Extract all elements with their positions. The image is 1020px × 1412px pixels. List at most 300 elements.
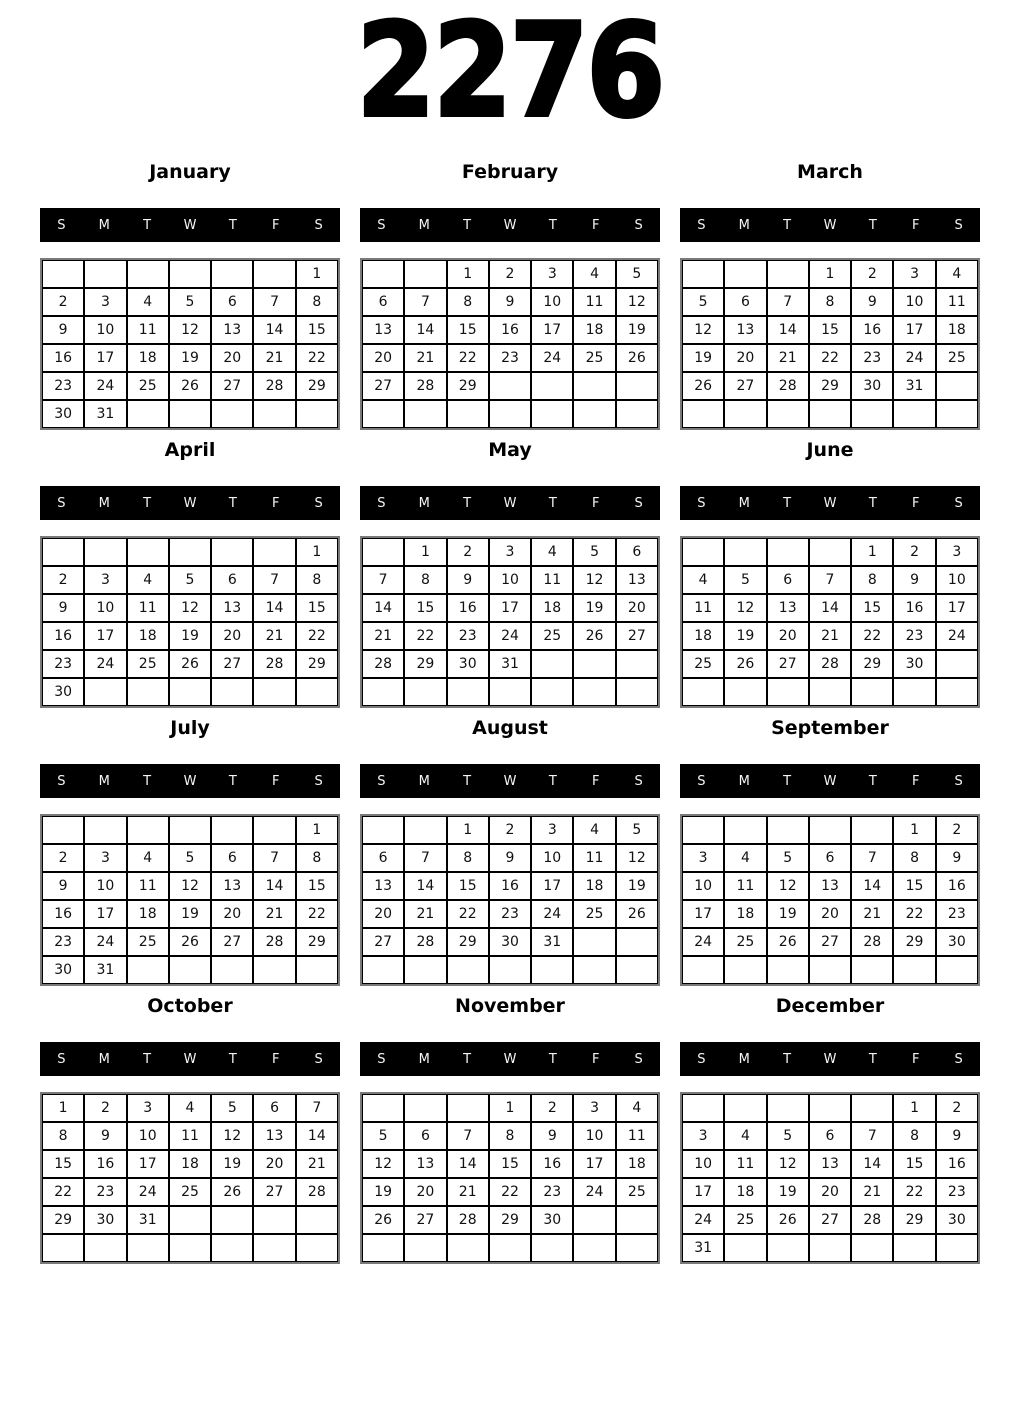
month-name-july: July bbox=[170, 717, 210, 739]
day-cell: 27 bbox=[724, 372, 766, 400]
day-cell: 26 bbox=[616, 344, 658, 372]
empty-cell bbox=[851, 1234, 893, 1262]
month-name-june: June bbox=[806, 439, 854, 461]
day-cell: 4 bbox=[127, 844, 169, 872]
day-cell: 18 bbox=[573, 872, 615, 900]
day-cell: 19 bbox=[767, 900, 809, 928]
weekday-label: T bbox=[463, 495, 472, 511]
month-july bbox=[40, 716, 340, 986]
day-cell: 2 bbox=[531, 1094, 573, 1122]
day-cell: 16 bbox=[851, 316, 893, 344]
weekday-label: M bbox=[738, 773, 750, 789]
day-cell: 20 bbox=[809, 1178, 851, 1206]
day-cell: 17 bbox=[127, 1150, 169, 1178]
day-cell: 12 bbox=[616, 288, 658, 316]
day-cell: 7 bbox=[296, 1094, 338, 1122]
empty-cell bbox=[767, 260, 809, 288]
weekday-label: S bbox=[377, 495, 386, 511]
day-cell: 19 bbox=[169, 344, 211, 372]
empty-cell bbox=[84, 678, 126, 706]
day-cell: 12 bbox=[169, 594, 211, 622]
empty-cell bbox=[893, 678, 935, 706]
month-date-grid bbox=[40, 814, 340, 986]
day-cell: 24 bbox=[84, 650, 126, 678]
weekday-label: S bbox=[697, 217, 706, 233]
empty-cell bbox=[211, 956, 253, 984]
day-cell: 5 bbox=[169, 288, 211, 316]
month-date-grid bbox=[360, 536, 660, 708]
day-cell: 9 bbox=[42, 316, 84, 344]
day-cell: 27 bbox=[767, 650, 809, 678]
day-cell: 29 bbox=[893, 1206, 935, 1234]
day-cell: 2 bbox=[489, 816, 531, 844]
weekday-header-bar bbox=[40, 486, 340, 520]
weekday-label: M bbox=[98, 1051, 110, 1067]
day-cell: 31 bbox=[127, 1206, 169, 1234]
day-cell: 11 bbox=[169, 1122, 211, 1150]
empty-cell bbox=[851, 678, 893, 706]
day-cell: 28 bbox=[404, 372, 446, 400]
day-cell: 18 bbox=[127, 622, 169, 650]
day-cell: 26 bbox=[767, 1206, 809, 1234]
day-cell: 26 bbox=[169, 650, 211, 678]
weekday-label: F bbox=[911, 495, 920, 511]
weekday-label: F bbox=[591, 773, 600, 789]
empty-cell bbox=[296, 400, 338, 428]
empty-cell bbox=[767, 1094, 809, 1122]
day-cell: 6 bbox=[211, 288, 253, 316]
day-cell: 16 bbox=[936, 1150, 978, 1178]
weekday-header-bar bbox=[40, 208, 340, 242]
empty-cell bbox=[573, 400, 615, 428]
day-cell: 29 bbox=[851, 650, 893, 678]
day-cell: 23 bbox=[851, 344, 893, 372]
empty-cell bbox=[447, 678, 489, 706]
month-date-grid bbox=[680, 258, 980, 430]
day-cell: 19 bbox=[767, 1178, 809, 1206]
weekday-label: T bbox=[548, 1051, 557, 1067]
empty-cell bbox=[253, 400, 295, 428]
day-cell: 3 bbox=[531, 816, 573, 844]
month-february bbox=[360, 160, 660, 430]
day-cell: 24 bbox=[127, 1178, 169, 1206]
day-cell: 9 bbox=[531, 1122, 573, 1150]
day-cell: 24 bbox=[489, 622, 531, 650]
day-cell: 29 bbox=[447, 372, 489, 400]
day-cell: 17 bbox=[531, 316, 573, 344]
empty-cell bbox=[936, 400, 978, 428]
weekday-label: S bbox=[314, 1051, 323, 1067]
empty-cell bbox=[616, 928, 658, 956]
day-cell: 30 bbox=[42, 400, 84, 428]
month-name-september: September bbox=[771, 717, 889, 739]
day-cell: 11 bbox=[682, 594, 724, 622]
weekday-label: T bbox=[463, 217, 472, 233]
weekday-label: F bbox=[591, 1051, 600, 1067]
empty-cell bbox=[809, 956, 851, 984]
weekday-header-bar bbox=[360, 208, 660, 242]
day-cell: 19 bbox=[362, 1178, 404, 1206]
month-may bbox=[360, 438, 660, 708]
weekday-label: S bbox=[377, 217, 386, 233]
weekday-label: W bbox=[503, 1051, 517, 1067]
day-cell: 26 bbox=[724, 650, 766, 678]
weekday-label: W bbox=[823, 1051, 837, 1067]
day-cell: 14 bbox=[447, 1150, 489, 1178]
day-cell: 30 bbox=[851, 372, 893, 400]
day-cell: 20 bbox=[211, 900, 253, 928]
day-cell: 26 bbox=[616, 900, 658, 928]
empty-cell bbox=[296, 1234, 338, 1262]
day-cell: 11 bbox=[127, 594, 169, 622]
empty-cell bbox=[724, 816, 766, 844]
day-cell: 23 bbox=[84, 1178, 126, 1206]
weekday-label: T bbox=[783, 773, 792, 789]
empty-cell bbox=[489, 1234, 531, 1262]
day-cell: 21 bbox=[253, 622, 295, 650]
weekday-label: S bbox=[57, 773, 66, 789]
empty-cell bbox=[851, 1094, 893, 1122]
day-cell: 21 bbox=[253, 900, 295, 928]
day-cell: 23 bbox=[489, 900, 531, 928]
empty-cell bbox=[682, 816, 724, 844]
day-cell: 21 bbox=[362, 622, 404, 650]
day-cell: 12 bbox=[211, 1122, 253, 1150]
weekday-label: W bbox=[183, 773, 197, 789]
day-cell: 24 bbox=[893, 344, 935, 372]
day-cell: 22 bbox=[296, 900, 338, 928]
empty-cell bbox=[573, 956, 615, 984]
month-november bbox=[360, 994, 660, 1264]
weekday-label: S bbox=[634, 1051, 643, 1067]
day-cell: 6 bbox=[767, 566, 809, 594]
day-cell: 14 bbox=[404, 316, 446, 344]
day-cell: 14 bbox=[362, 594, 404, 622]
day-cell: 22 bbox=[809, 344, 851, 372]
day-cell: 28 bbox=[809, 650, 851, 678]
weekday-label: S bbox=[57, 1051, 66, 1067]
month-name-august: August bbox=[472, 717, 548, 739]
empty-cell bbox=[573, 1234, 615, 1262]
empty-cell bbox=[169, 400, 211, 428]
day-cell: 8 bbox=[42, 1122, 84, 1150]
empty-cell bbox=[404, 1094, 446, 1122]
month-june bbox=[680, 438, 980, 708]
day-cell: 9 bbox=[84, 1122, 126, 1150]
empty-cell bbox=[809, 678, 851, 706]
empty-cell bbox=[616, 956, 658, 984]
empty-cell bbox=[616, 1206, 658, 1234]
empty-cell bbox=[362, 1234, 404, 1262]
empty-cell bbox=[211, 678, 253, 706]
day-cell: 16 bbox=[893, 594, 935, 622]
day-cell: 11 bbox=[531, 566, 573, 594]
day-cell: 25 bbox=[127, 372, 169, 400]
weekday-label: F bbox=[271, 217, 280, 233]
day-cell: 26 bbox=[682, 372, 724, 400]
day-cell: 10 bbox=[84, 872, 126, 900]
day-cell: 17 bbox=[573, 1150, 615, 1178]
day-cell: 4 bbox=[616, 1094, 658, 1122]
day-cell: 21 bbox=[404, 344, 446, 372]
day-cell: 28 bbox=[447, 1206, 489, 1234]
weekday-label: M bbox=[418, 217, 430, 233]
day-cell: 22 bbox=[447, 344, 489, 372]
weekday-label: T bbox=[868, 495, 877, 511]
day-cell: 5 bbox=[682, 288, 724, 316]
day-cell: 7 bbox=[404, 288, 446, 316]
day-cell: 24 bbox=[682, 1206, 724, 1234]
weekday-label: W bbox=[503, 495, 517, 511]
empty-cell bbox=[362, 538, 404, 566]
empty-cell bbox=[724, 1234, 766, 1262]
month-name-january: January bbox=[149, 161, 231, 183]
weekday-label: S bbox=[57, 217, 66, 233]
weekday-label: M bbox=[418, 773, 430, 789]
weekday-label: T bbox=[143, 773, 152, 789]
empty-cell bbox=[573, 650, 615, 678]
day-cell: 5 bbox=[169, 844, 211, 872]
empty-cell bbox=[253, 260, 295, 288]
weekday-label: S bbox=[377, 1051, 386, 1067]
weekday-label: S bbox=[314, 495, 323, 511]
day-cell: 24 bbox=[531, 900, 573, 928]
empty-cell bbox=[936, 650, 978, 678]
empty-cell bbox=[809, 1094, 851, 1122]
day-cell: 10 bbox=[84, 594, 126, 622]
day-cell: 10 bbox=[893, 288, 935, 316]
empty-cell bbox=[724, 678, 766, 706]
month-name-november: November bbox=[455, 995, 565, 1017]
day-cell: 20 bbox=[809, 900, 851, 928]
day-cell: 25 bbox=[127, 650, 169, 678]
day-cell: 4 bbox=[724, 1122, 766, 1150]
empty-cell bbox=[253, 956, 295, 984]
day-cell: 25 bbox=[936, 344, 978, 372]
day-cell: 3 bbox=[573, 1094, 615, 1122]
empty-cell bbox=[362, 816, 404, 844]
day-cell: 4 bbox=[936, 260, 978, 288]
day-cell: 15 bbox=[296, 594, 338, 622]
day-cell: 13 bbox=[211, 872, 253, 900]
day-cell: 30 bbox=[936, 1206, 978, 1234]
day-cell: 15 bbox=[893, 872, 935, 900]
empty-cell bbox=[169, 260, 211, 288]
day-cell: 31 bbox=[84, 400, 126, 428]
weekday-label: T bbox=[143, 217, 152, 233]
day-cell: 23 bbox=[531, 1178, 573, 1206]
weekday-label: T bbox=[548, 773, 557, 789]
day-cell: 26 bbox=[169, 928, 211, 956]
day-cell: 14 bbox=[767, 316, 809, 344]
day-cell: 28 bbox=[851, 1206, 893, 1234]
day-cell: 10 bbox=[531, 844, 573, 872]
day-cell: 9 bbox=[447, 566, 489, 594]
day-cell: 20 bbox=[616, 594, 658, 622]
day-cell: 13 bbox=[362, 872, 404, 900]
empty-cell bbox=[767, 956, 809, 984]
empty-cell bbox=[42, 538, 84, 566]
weekday-label: T bbox=[783, 495, 792, 511]
day-cell: 22 bbox=[851, 622, 893, 650]
month-august bbox=[360, 716, 660, 986]
day-cell: 22 bbox=[489, 1178, 531, 1206]
empty-cell bbox=[84, 538, 126, 566]
empty-cell bbox=[169, 1234, 211, 1262]
month-date-grid bbox=[40, 1092, 340, 1264]
day-cell: 5 bbox=[211, 1094, 253, 1122]
day-cell: 16 bbox=[489, 872, 531, 900]
empty-cell bbox=[851, 400, 893, 428]
day-cell: 12 bbox=[169, 872, 211, 900]
empty-cell bbox=[447, 956, 489, 984]
day-cell: 1 bbox=[296, 538, 338, 566]
day-cell: 21 bbox=[253, 344, 295, 372]
weekday-label: F bbox=[271, 495, 280, 511]
day-cell: 20 bbox=[404, 1178, 446, 1206]
empty-cell bbox=[253, 1206, 295, 1234]
empty-cell bbox=[296, 678, 338, 706]
weekday-label: S bbox=[697, 1051, 706, 1067]
day-cell: 22 bbox=[893, 900, 935, 928]
day-cell: 4 bbox=[127, 288, 169, 316]
day-cell: 11 bbox=[127, 316, 169, 344]
month-date-grid bbox=[40, 536, 340, 708]
month-name-april: April bbox=[164, 439, 216, 461]
empty-cell bbox=[296, 1206, 338, 1234]
day-cell: 13 bbox=[211, 594, 253, 622]
day-cell: 6 bbox=[616, 538, 658, 566]
weekday-label: F bbox=[271, 773, 280, 789]
months-grid bbox=[0, 160, 1020, 1264]
day-cell: 18 bbox=[127, 900, 169, 928]
month-date-grid bbox=[360, 258, 660, 430]
day-cell: 18 bbox=[724, 1178, 766, 1206]
empty-cell bbox=[724, 260, 766, 288]
day-cell: 24 bbox=[682, 928, 724, 956]
day-cell: 7 bbox=[809, 566, 851, 594]
empty-cell bbox=[616, 678, 658, 706]
empty-cell bbox=[211, 816, 253, 844]
day-cell: 20 bbox=[253, 1150, 295, 1178]
weekday-label: F bbox=[911, 217, 920, 233]
day-cell: 16 bbox=[42, 900, 84, 928]
empty-cell bbox=[724, 538, 766, 566]
day-cell: 28 bbox=[296, 1178, 338, 1206]
month-date-grid bbox=[680, 536, 980, 708]
day-cell: 6 bbox=[404, 1122, 446, 1150]
empty-cell bbox=[767, 1234, 809, 1262]
weekday-label: M bbox=[418, 495, 430, 511]
day-cell: 28 bbox=[362, 650, 404, 678]
day-cell: 4 bbox=[724, 844, 766, 872]
weekday-label: S bbox=[697, 495, 706, 511]
day-cell: 3 bbox=[489, 538, 531, 566]
day-cell: 26 bbox=[169, 372, 211, 400]
day-cell: 3 bbox=[84, 566, 126, 594]
weekday-label: M bbox=[738, 495, 750, 511]
day-cell: 21 bbox=[767, 344, 809, 372]
day-cell: 16 bbox=[84, 1150, 126, 1178]
empty-cell bbox=[531, 400, 573, 428]
day-cell: 10 bbox=[682, 872, 724, 900]
day-cell: 28 bbox=[851, 928, 893, 956]
day-cell: 24 bbox=[573, 1178, 615, 1206]
weekday-label: F bbox=[591, 217, 600, 233]
month-name-may: May bbox=[488, 439, 532, 461]
day-cell: 23 bbox=[893, 622, 935, 650]
day-cell: 7 bbox=[767, 288, 809, 316]
weekday-header-bar bbox=[680, 764, 980, 798]
weekday-header-bar bbox=[40, 1042, 340, 1076]
empty-cell bbox=[127, 260, 169, 288]
day-cell: 31 bbox=[893, 372, 935, 400]
empty-cell bbox=[531, 650, 573, 678]
day-cell: 30 bbox=[447, 650, 489, 678]
day-cell: 9 bbox=[936, 844, 978, 872]
empty-cell bbox=[573, 678, 615, 706]
empty-cell bbox=[42, 1234, 84, 1262]
day-cell: 2 bbox=[936, 1094, 978, 1122]
weekday-label: W bbox=[183, 217, 197, 233]
month-date-grid bbox=[680, 1092, 980, 1264]
day-cell: 8 bbox=[296, 288, 338, 316]
weekday-label: F bbox=[911, 1051, 920, 1067]
day-cell: 21 bbox=[296, 1150, 338, 1178]
empty-cell bbox=[211, 1234, 253, 1262]
day-cell: 18 bbox=[724, 900, 766, 928]
empty-cell bbox=[682, 956, 724, 984]
day-cell: 30 bbox=[893, 650, 935, 678]
day-cell: 6 bbox=[724, 288, 766, 316]
day-cell: 19 bbox=[573, 594, 615, 622]
day-cell: 13 bbox=[616, 566, 658, 594]
day-cell: 9 bbox=[936, 1122, 978, 1150]
day-cell: 19 bbox=[724, 622, 766, 650]
day-cell: 25 bbox=[573, 344, 615, 372]
day-cell: 11 bbox=[616, 1122, 658, 1150]
day-cell: 26 bbox=[573, 622, 615, 650]
empty-cell bbox=[767, 816, 809, 844]
empty-cell bbox=[42, 260, 84, 288]
day-cell: 11 bbox=[724, 872, 766, 900]
day-cell: 17 bbox=[893, 316, 935, 344]
day-cell: 8 bbox=[809, 288, 851, 316]
day-cell: 9 bbox=[42, 872, 84, 900]
day-cell: 5 bbox=[573, 538, 615, 566]
day-cell: 13 bbox=[211, 316, 253, 344]
weekday-header-bar bbox=[360, 764, 660, 798]
day-cell: 19 bbox=[616, 316, 658, 344]
day-cell: 23 bbox=[42, 650, 84, 678]
day-cell: 29 bbox=[42, 1206, 84, 1234]
day-cell: 1 bbox=[893, 1094, 935, 1122]
day-cell: 6 bbox=[362, 288, 404, 316]
day-cell: 9 bbox=[489, 288, 531, 316]
weekday-label: W bbox=[503, 217, 517, 233]
empty-cell bbox=[936, 1234, 978, 1262]
empty-cell bbox=[573, 1206, 615, 1234]
empty-cell bbox=[84, 260, 126, 288]
day-cell: 25 bbox=[616, 1178, 658, 1206]
day-cell: 12 bbox=[767, 1150, 809, 1178]
day-cell: 10 bbox=[936, 566, 978, 594]
day-cell: 2 bbox=[851, 260, 893, 288]
day-cell: 16 bbox=[447, 594, 489, 622]
day-cell: 19 bbox=[682, 344, 724, 372]
weekday-label: S bbox=[314, 217, 323, 233]
empty-cell bbox=[573, 928, 615, 956]
